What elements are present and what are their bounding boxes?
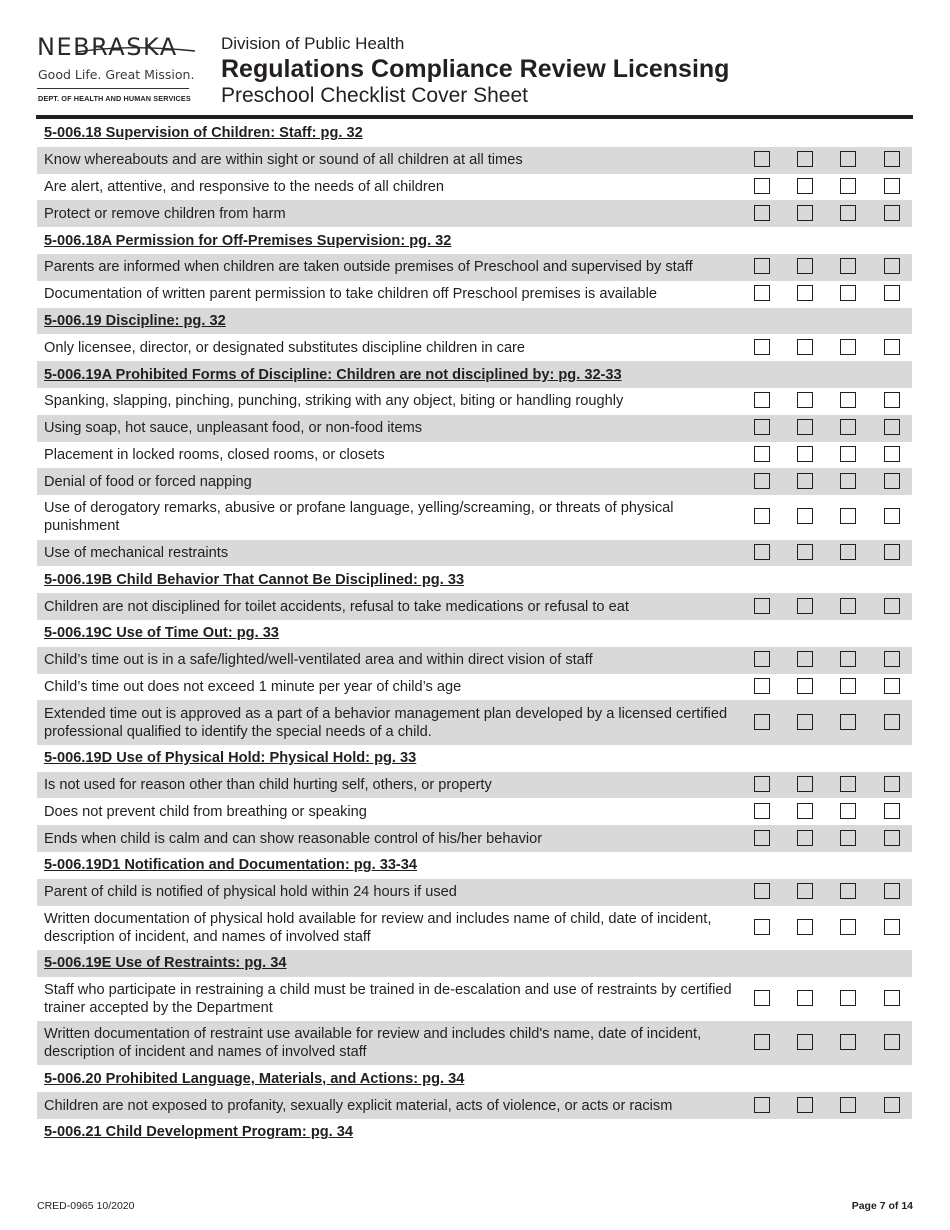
checkbox-column-1[interactable] [754,285,770,301]
checklist-row [37,495,912,539]
checkbox-column-3[interactable] [840,151,856,167]
page-title: Regulations Compliance Review Licensing [221,55,730,83]
checkbox-column-3[interactable] [840,803,856,819]
checkbox-group [37,334,912,361]
section-heading-label: 5-006.19A Prohibited Forms of Discipline: Children are not disciplined by: pg. 32-33 [44,366,622,383]
checklist-item-label: Written documentation of restraint use available for review and includes child's name, date of incident, description of incident and names of involved staff [44,1026,702,1061]
checkbox-column-2[interactable] [797,473,813,489]
checkbox-column-1[interactable] [754,151,770,167]
checkbox-group [37,281,912,308]
checkbox-column-3[interactable] [840,598,856,614]
page-subtitle: Preschool Checklist Cover Sheet [221,84,528,107]
section-heading [37,620,912,647]
checkbox-group [37,147,912,174]
checklist-row [37,174,912,201]
checklist-item-label: Are alert, attentive, and responsive to the needs of all children [44,178,444,195]
checkbox-column-4[interactable] [884,285,900,301]
checkbox-column-1[interactable] [754,392,770,408]
checklist-item-label: Children are not exposed to profanity, sexually explicit material, acts of violence, or acts or racism [44,1097,673,1114]
checkbox-column-2[interactable] [797,339,813,355]
section-heading-label: 5-006.19D Use of Physical Hold: Physical Hold: pg. 33 [44,750,417,767]
section-heading [37,1119,912,1146]
checkbox-column-4[interactable] [884,830,900,846]
section-heading [37,852,912,879]
checkbox-group [37,254,912,281]
checklist-item-label: Is not used for reason other than child hurting self, others, or property [44,776,492,793]
checklist-item-label: Denial of food or forced napping [44,473,252,490]
checklist-item-label: Parent of child is notified of physical hold within 24 hours if used [44,884,457,901]
checkbox-column-3[interactable] [840,883,856,899]
checkbox-column-2[interactable] [797,919,813,935]
checkbox-column-1[interactable] [754,1034,770,1050]
logo-divider [37,88,189,89]
section-heading [37,308,912,335]
header-rule [36,115,913,119]
checkbox-column-2[interactable] [797,544,813,560]
checkbox-column-1[interactable] [754,178,770,194]
checkbox-group [37,906,912,950]
nebraska-dhhs-logo [37,33,199,105]
section-heading [37,227,912,254]
checklist-item-label: Use of mechanical restraints [44,544,229,561]
section-heading-label: 5-006.19 Discipline: pg. 32 [44,312,226,329]
checkbox-column-2[interactable] [797,178,813,194]
checkbox-column-3[interactable] [840,446,856,462]
checkbox-column-1[interactable] [754,446,770,462]
checkbox-column-1[interactable] [754,598,770,614]
checklist-row [37,593,912,620]
checkbox-column-3[interactable] [840,205,856,221]
checkbox-column-1[interactable] [754,205,770,221]
checklist-item-label: Documentation of written parent permission to take children off Preschool premises is available [44,286,657,303]
checkbox-column-1[interactable] [754,544,770,560]
checkbox-column-4[interactable] [884,919,900,935]
checkbox-column-2[interactable] [797,830,813,846]
checkbox-column-2[interactable] [797,651,813,667]
checklist-row [37,879,912,906]
checklist-row [37,825,912,852]
checkbox-column-3[interactable] [840,1097,856,1113]
checkbox-column-3[interactable] [840,1034,856,1050]
checklist-item-label: Using soap, hot sauce, unpleasant food, or non-food items [44,420,423,437]
checkbox-column-3[interactable] [840,473,856,489]
checkbox-column-4[interactable] [884,883,900,899]
section-heading-label: 5-006.19E Use of Restraints: pg. 34 [44,955,287,972]
section-heading [37,1065,912,1092]
checklist-row [37,468,912,495]
checkbox-column-3[interactable] [840,285,856,301]
checkbox-column-4[interactable] [884,258,900,274]
section-heading-label: 5-006.19B Child Behavior That Cannot Be Disciplined: pg. 33 [44,571,465,588]
checkbox-column-4[interactable] [884,1034,900,1050]
section-heading [37,120,912,147]
section-heading-label: 5-006.19C Use of Time Out: pg. 33 [44,625,279,642]
checkbox-column-2[interactable] [797,883,813,899]
checkbox-column-1[interactable] [754,651,770,667]
checkbox-group [37,174,912,201]
checklist-item-label: Use of derogatory remarks, abusive or profane language, yelling/screaming, or threats of physical punishment [44,500,674,535]
checklist-row [37,334,912,361]
checkbox-column-4[interactable] [884,598,900,614]
section-heading [37,745,912,772]
checkbox-group [37,200,912,227]
checklist-row [37,798,912,825]
section-heading [37,566,912,593]
checklist-row [37,147,912,174]
checkbox-column-3[interactable] [840,776,856,792]
checkbox-column-4[interactable] [884,205,900,221]
checkbox-column-1[interactable] [754,776,770,792]
checkbox-column-4[interactable] [884,990,900,1006]
checkbox-column-2[interactable] [797,419,813,435]
checkbox-column-3[interactable] [840,258,856,274]
checkbox-column-4[interactable] [884,339,900,355]
logo-tagline: Good Life. Great Mission. [38,67,195,82]
checkbox-column-4[interactable] [884,651,900,667]
logo-wordmark: NEBRASKA [37,33,178,61]
section-heading-label: 5-006.19D1 Notification and Documentation: pg. 33-34 [44,857,418,874]
checkbox-group [37,442,912,469]
checkbox-column-3[interactable] [840,830,856,846]
checklist-item-label: Children are not disciplined for toilet accidents, refusal to take medications or refusal to eat [44,598,629,615]
checkbox-column-1[interactable] [754,830,770,846]
checkbox-column-1[interactable] [754,1097,770,1113]
section-heading-label: 5-006.18 Supervision of Children: Staff: pg. 32 [44,125,363,142]
checklist-item-label: Placement in locked rooms, closed rooms, or closets [44,446,385,463]
checkbox-column-1[interactable] [754,714,770,730]
checkbox-column-4[interactable] [884,678,900,694]
checkbox-column-4[interactable] [884,714,900,730]
checklist-item-label: Parents are informed when children are taken outside premises of Preschool and supervised by staff [44,259,693,276]
checkbox-column-2[interactable] [797,508,813,524]
checkbox-column-1[interactable] [754,419,770,435]
checkbox-column-4[interactable] [884,473,900,489]
checklist-item-label: Only licensee, director, or designated substitutes discipline children in care [44,339,526,356]
checkbox-column-4[interactable] [884,392,900,408]
checkbox-column-1[interactable] [754,803,770,819]
checklist-item-label: Extended time out is approved as a part of a behavior management plan developed by a licensed certified professional qualified to identify the special needs of a child. [44,705,728,740]
checklist-row [37,1092,912,1119]
checkbox-column-3[interactable] [840,651,856,667]
checklist-item-label: Does not prevent child from breathing or speaking [44,803,367,820]
checklist-row [37,906,912,950]
checklist-row [37,540,912,567]
checkbox-group [37,798,912,825]
checkbox-column-3[interactable] [840,919,856,935]
checkbox-column-2[interactable] [797,258,813,274]
checkbox-column-2[interactable] [797,205,813,221]
checkbox-group [37,415,912,442]
checkbox-column-4[interactable] [884,508,900,524]
checkbox-column-2[interactable] [797,446,813,462]
checkbox-column-3[interactable] [840,544,856,560]
checkbox-column-2[interactable] [797,151,813,167]
checkbox-column-1[interactable] [754,258,770,274]
checklist-item-label: Protect or remove children from harm [44,205,286,222]
checkbox-column-1[interactable] [754,339,770,355]
section-heading [37,361,912,388]
checkbox-column-2[interactable] [797,285,813,301]
checklist-row [37,388,912,415]
checkbox-group [37,593,912,620]
checklist-item-label: Written documentation of physical hold available for review and includes name of child, date of incident, description of incident, and names of involved staff [44,910,712,945]
checkbox-group [37,674,912,701]
checklist-item-label: Spanking, slapping, pinching, punching, striking with any object, biting or handling roughly [44,393,624,410]
checkbox-group [37,540,912,567]
checkbox-column-2[interactable] [797,714,813,730]
checkbox-column-4[interactable] [884,178,900,194]
checkbox-column-2[interactable] [797,990,813,1006]
checkbox-column-3[interactable] [840,178,856,194]
checklist-row [37,700,912,744]
checklist-item-label: Child’s time out does not exceed 1 minute per year of child’s age [44,678,462,695]
checkbox-column-4[interactable] [884,803,900,819]
checkbox-column-2[interactable] [797,803,813,819]
checkbox-group [37,772,912,799]
checkbox-group [37,700,912,744]
checkbox-column-1[interactable] [754,883,770,899]
checkbox-column-2[interactable] [797,598,813,614]
section-heading-label: 5-006.21 Child Development Program: pg. 34 [44,1124,353,1141]
checkbox-group [37,825,912,852]
checklist-item-label: Ends when child is calm and can show reasonable control of his/her behavior [44,830,543,847]
section-heading-label: 5-006.20 Prohibited Language, Materials, and Actions: pg. 34 [44,1070,465,1087]
section-heading-label: 5-006.18A Permission for Off-Premises Supervision: pg. 32 [44,232,452,249]
checkbox-group [37,388,912,415]
checkbox-group [37,879,912,906]
checklist-row [37,674,912,701]
checklist-row [37,977,912,1021]
checkbox-group [37,1092,912,1119]
checkbox-column-4[interactable] [884,419,900,435]
checklist-item-label: Know whereabouts and are within sight or sound of all children at all times [44,152,523,169]
checkbox-column-1[interactable] [754,678,770,694]
checklist-row [37,442,912,469]
checkbox-group [37,495,912,539]
checklist-row [37,772,912,799]
header-division: Division of Public Health [221,34,405,53]
checklist-row [37,200,912,227]
checkbox-column-3[interactable] [840,339,856,355]
checkbox-column-1[interactable] [754,919,770,935]
checkbox-column-1[interactable] [754,473,770,489]
checkbox-group [37,647,912,674]
checkbox-column-4[interactable] [884,1097,900,1113]
checkbox-column-2[interactable] [797,776,813,792]
checkbox-column-3[interactable] [840,714,856,730]
checkbox-column-4[interactable] [884,544,900,560]
checkbox-group [37,977,912,1021]
checkbox-column-2[interactable] [797,1097,813,1113]
checkbox-column-3[interactable] [840,990,856,1006]
checklist-row [37,281,912,308]
checkbox-column-3[interactable] [840,678,856,694]
checklist-row [37,254,912,281]
checklist-row [37,1021,912,1065]
checkbox-column-2[interactable] [797,678,813,694]
checklist-row [37,647,912,674]
checkbox-column-4[interactable] [884,776,900,792]
checkbox-column-1[interactable] [754,508,770,524]
page-number: Page 7 of 14 [851,1200,913,1212]
logo-department: DEPT. OF HEALTH AND HUMAN SERVICES [38,94,191,103]
checkbox-column-4[interactable] [884,151,900,167]
checkbox-group [37,1021,912,1065]
section-heading [37,950,912,977]
checkbox-column-3[interactable] [840,392,856,408]
checkbox-column-3[interactable] [840,419,856,435]
checklist-item-label: Staff who participate in restraining a child must be trained in de-escalation and use of restraints by certified trainer accepted by the Department [44,981,732,1016]
checkbox-column-4[interactable] [884,446,900,462]
form-id: CRED-0965 10/2020 [37,1200,135,1212]
checkbox-column-2[interactable] [797,392,813,408]
checklist-row [37,415,912,442]
checkbox-column-1[interactable] [754,990,770,1006]
checkbox-column-3[interactable] [840,508,856,524]
checkbox-column-2[interactable] [797,1034,813,1050]
checklist-table [37,120,912,1146]
checklist-item-label: Child’s time out is in a safe/lighted/well-ventilated area and within direct vision of staff [44,652,593,669]
checkbox-group [37,468,912,495]
